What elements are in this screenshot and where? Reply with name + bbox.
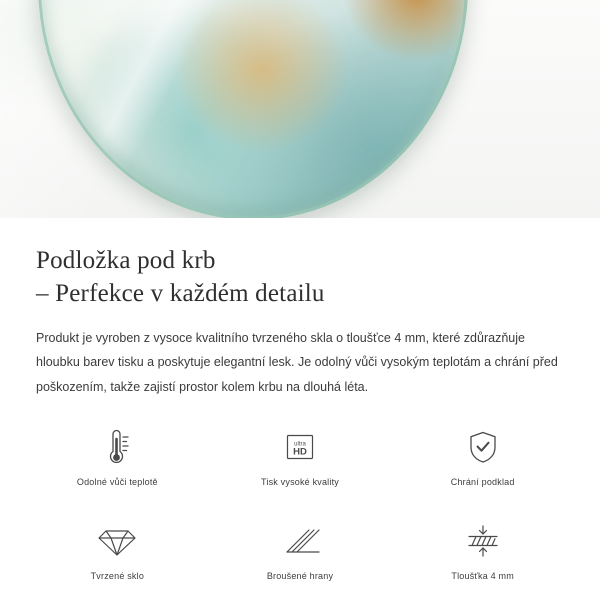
feature-label: Chrání podklad [450, 477, 515, 488]
feature-label: Odolné vůči teplotě [76, 477, 158, 488]
feature-label: Tvrzené sklo [90, 571, 145, 582]
feature-label: Broušené hrany [266, 571, 334, 582]
svg-text:ultra: ultra [294, 441, 306, 448]
glass-board-product [38, 0, 468, 218]
ultra-hd-icon [280, 425, 320, 469]
feature-label: Tloušťka 4 mm [451, 571, 514, 582]
hero-image [0, 0, 600, 218]
feature-item-polished-edges [209, 519, 392, 599]
diamond-icon [96, 519, 138, 563]
product-description: Produkt je vyroben z vysoce kvalitního tvrzeného skla o tloušťce 4 mm, které zdůrazňuje hloubku barev tisku a poskytuje elegantní lesk. Je odolný vůči vysokým teplotám a chrání před poškozením, takže zajistí prostor kolem krbu na dlouhá léta. [36, 331, 558, 394]
page-title [36, 244, 564, 310]
feature-item-surface-protection [391, 425, 574, 505]
feature-item-print-quality [209, 425, 392, 505]
polished-edges-icon [279, 519, 321, 563]
feature-label: Tisk vysoké kvality [261, 477, 339, 488]
thickness-icon [461, 519, 505, 563]
text-block [0, 218, 600, 399]
feature-grid [0, 399, 600, 599]
feature-item-temperature [26, 425, 209, 505]
feature-item-thickness [391, 519, 574, 599]
shield-check-icon [463, 425, 503, 469]
page-title-line-1: Podložka pod krb [36, 247, 216, 274]
svg-text:HD: HD [293, 446, 307, 458]
thermometer-icon [97, 425, 137, 469]
feature-item-tempered-glass [26, 519, 209, 599]
page-title-line-2: – Perfekce v každém detailu [36, 280, 325, 307]
